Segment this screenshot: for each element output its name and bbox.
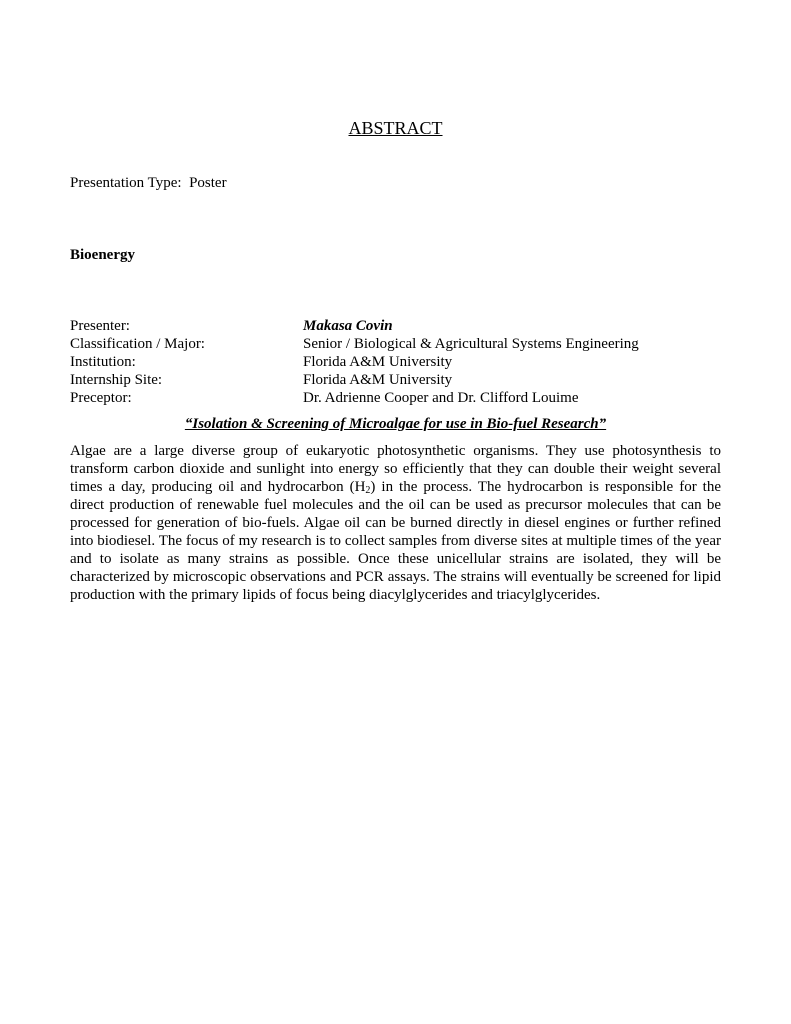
internship-row bbox=[70, 371, 730, 389]
category-label: Bioenergy bbox=[70, 247, 135, 263]
presenter-label: Presenter: bbox=[70, 318, 130, 334]
institution-label: Institution: bbox=[70, 354, 136, 370]
internship-label: Internship Site: bbox=[70, 372, 163, 388]
classification-row bbox=[70, 335, 730, 353]
institution-row bbox=[70, 353, 730, 371]
presenter-row bbox=[70, 317, 730, 335]
internship-value: Florida A&M University bbox=[303, 372, 453, 388]
preceptor-row bbox=[70, 389, 730, 407]
presenter-name: Makasa Covin bbox=[303, 318, 393, 334]
classification-value: Senior / Biological & Agricultural Systems Engineering bbox=[303, 336, 639, 352]
preceptor-label: Preceptor: bbox=[70, 390, 132, 406]
presentation-type: Presentation Type: Poster bbox=[70, 175, 227, 191]
presenter-info-block bbox=[70, 317, 730, 407]
page-heading: ABSTRACT bbox=[348, 118, 443, 138]
abstract-body bbox=[70, 442, 721, 604]
abstract-body-part1: Algae are a large diverse group of eukaryotic photosynthetic organisms. They use photosynthesis to transform carbon dioxide and sunlight into energy so efficiently that they can double their weight several times a day, producing oil and hydrocarbon (H bbox=[70, 443, 721, 495]
abstract-subscript: 2 bbox=[365, 485, 371, 496]
preceptor-value: Dr. Adrienne Cooper and Dr. Clifford Louime bbox=[303, 390, 579, 406]
classification-label: Classification / Major: bbox=[70, 336, 205, 352]
institution-value: Florida A&M University bbox=[303, 354, 453, 370]
abstract-body-part2: ) in the process. The hydrocarbon is responsible for the direct production of renewable fuel molecules and the oil can be used as precursor molecules that can be processed for generation of bio-fuels. Algae oil can be burned directly in diesel engines or further refined into biodiesel. The focus of my research is to collect samples from diverse sites at multiple times of the year and to isolate as many strains as possible. Once these unicellular strains are isolated, they will be characterized by microscopic observations and PCR assays. The strains will eventually be screened for lipid production with the primary lipids of focus being diacylglycerides and triacylglycerides. bbox=[70, 479, 721, 603]
abstract-title: “Isolation & Screening of Microalgae for use in Bio-fuel Research” bbox=[184, 416, 607, 432]
